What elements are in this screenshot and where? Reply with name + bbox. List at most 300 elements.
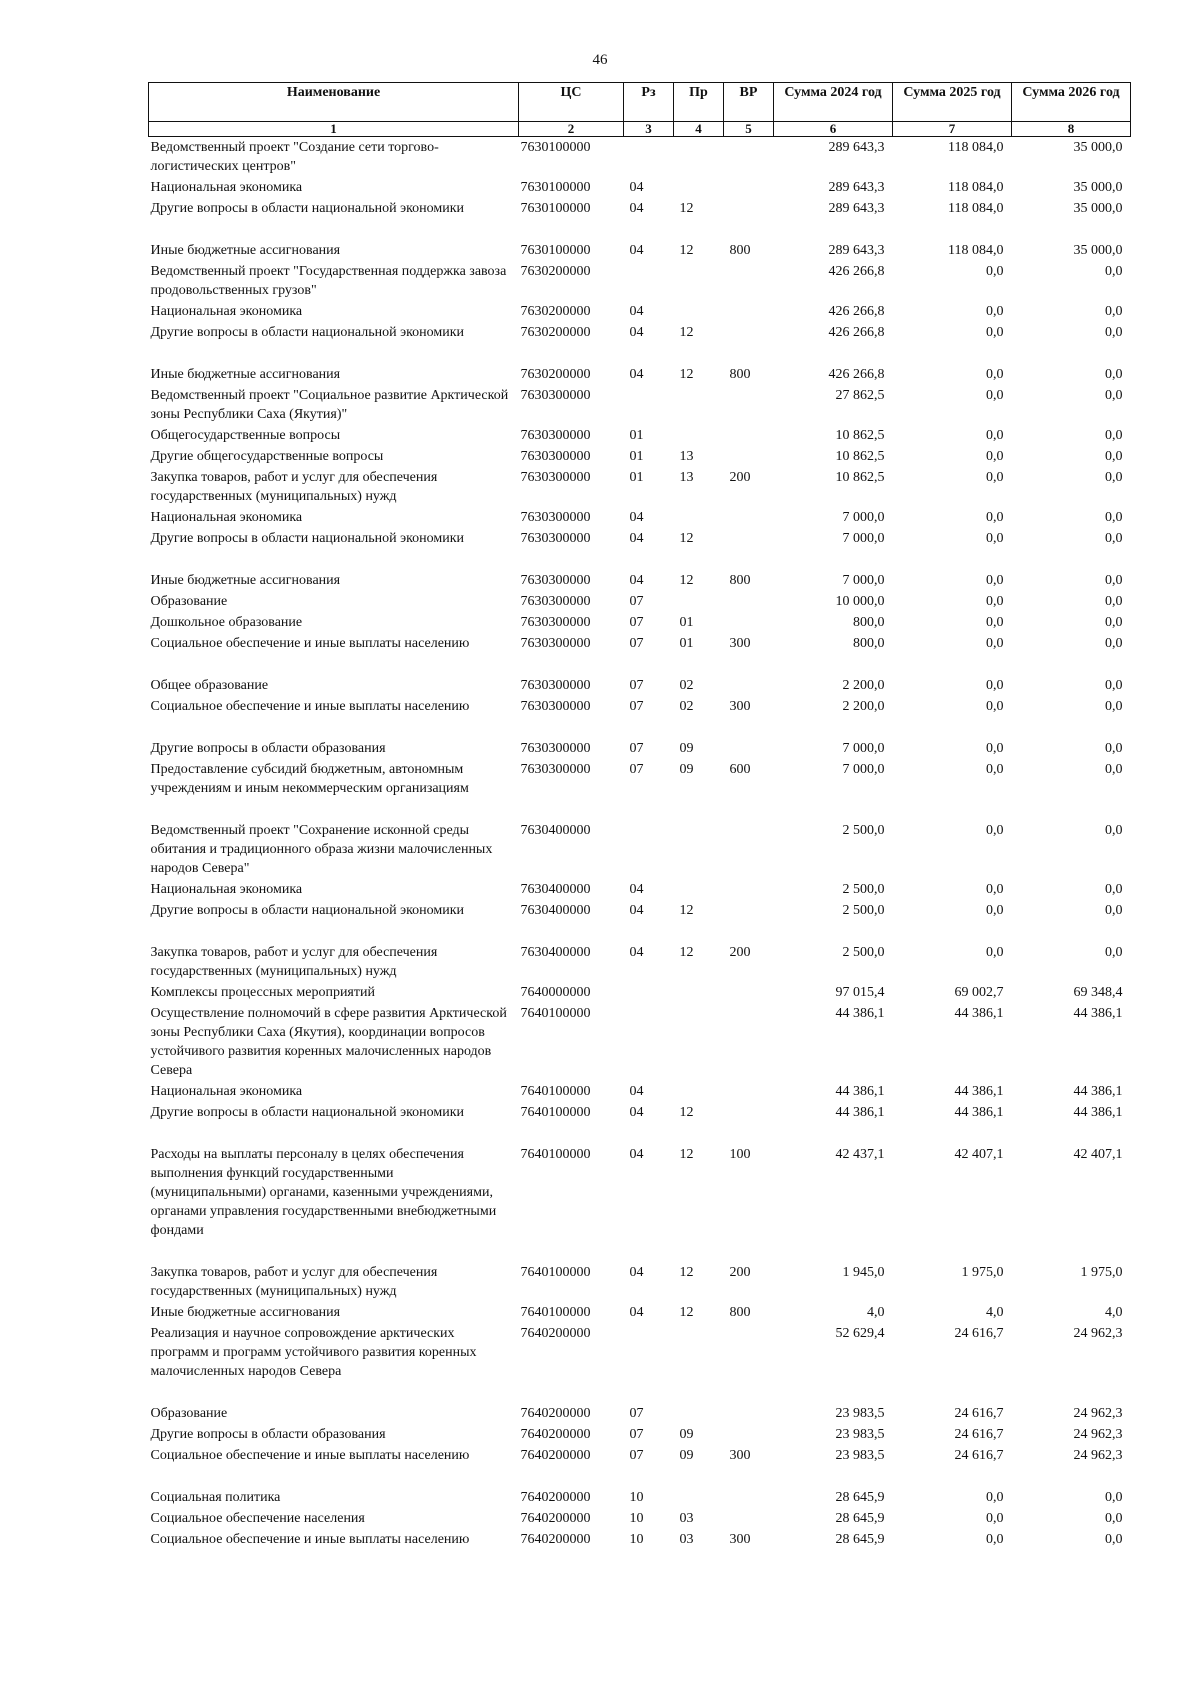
row-sum-2026: 44 386,1 (1073, 1105, 1123, 1120)
page-number: 46 (592, 52, 608, 68)
table-row (149, 322, 1131, 343)
row-sum-2024: 44 386,1 (835, 1006, 885, 1021)
row-sum-2025: 0,0 (986, 594, 1004, 609)
table-row (149, 177, 1131, 198)
row-sum-2024: 7 000,0 (842, 573, 885, 588)
row-sum-2024: 289 643,3 (828, 201, 885, 216)
row-name: Национальная экономика (150, 882, 303, 897)
col-number: 1 (149, 122, 519, 137)
row-sum-2026: 69 348,4 (1073, 985, 1123, 1000)
row-name: Другие вопросы в области национальной экономики (150, 201, 465, 216)
row-sum-2025: 0,0 (986, 762, 1004, 777)
table-row (149, 591, 1131, 612)
table-row (149, 570, 1131, 591)
row-name: Национальная экономика (150, 1084, 303, 1099)
row-spacer-cell (149, 549, 1131, 570)
row-pr: 12 (679, 531, 694, 546)
table-row (149, 261, 1131, 301)
row-sum-2026: 35 000,0 (1073, 180, 1123, 195)
row-pr (674, 1081, 724, 1102)
row-spacer (149, 1466, 1131, 1487)
row-sum-2026: 44 386,1 (1073, 1084, 1123, 1099)
row-cs: 7630300000 (520, 636, 591, 651)
row-rz: 04 (629, 1265, 644, 1280)
row-name: Закупка товаров, работ и услуг для обеспечения государственных (муниципальных) нужд (150, 470, 438, 504)
table-row (149, 696, 1131, 717)
row-cs: 7630400000 (520, 882, 591, 897)
row-vr (724, 900, 774, 921)
row-vr: 300 (729, 636, 751, 651)
budget-table-container (148, 82, 1130, 1550)
row-name: Закупка товаров, работ и услуг для обеспечения государственных (муниципальных) нужд (150, 1265, 438, 1299)
row-vr (724, 879, 774, 900)
row-sum-2024: 2 500,0 (842, 945, 885, 960)
row-name: Социальное обеспечение и иные выплаты населению (150, 1532, 470, 1547)
row-sum-2025: 0,0 (986, 699, 1004, 714)
row-sum-2025: 0,0 (986, 573, 1004, 588)
row-sum-2026: 24 962,3 (1073, 1326, 1123, 1341)
row-pr: 13 (679, 449, 694, 464)
row-name: Ведомственный проект "Сохранение исконной среды обитания и традиционного образа жизни малочисленных народов Севера" (150, 823, 493, 876)
row-cs: 7630200000 (520, 304, 591, 319)
row-pr: 09 (679, 1448, 694, 1463)
row-vr (724, 1323, 774, 1382)
row-vr: 800 (729, 367, 751, 382)
row-cs: 7630400000 (520, 903, 591, 918)
row-rz: 07 (629, 762, 644, 777)
row-cs: 7640100000 (520, 1084, 591, 1099)
row-name: Иные бюджетные ассигнования (150, 1305, 341, 1320)
row-sum-2024: 23 983,5 (835, 1427, 885, 1442)
row-vr (724, 591, 774, 612)
row-sum-2025: 44 386,1 (954, 1006, 1004, 1021)
row-spacer (149, 343, 1131, 364)
row-name: Национальная экономика (150, 180, 303, 195)
row-sum-2024: 800,0 (853, 636, 885, 651)
table-row (149, 633, 1131, 654)
row-sum-2025: 44 386,1 (954, 1105, 1004, 1120)
row-cs: 7630400000 (520, 823, 591, 838)
table-row (149, 675, 1131, 696)
row-rz: 07 (629, 1406, 644, 1421)
row-sum-2026: 0,0 (1105, 304, 1123, 319)
row-spacer-cell (149, 1466, 1131, 1487)
row-vr (724, 1102, 774, 1123)
row-name: Социальная политика (150, 1490, 281, 1505)
row-rz: 04 (629, 325, 644, 340)
row-name: Осуществление полномочий в сфере развития Арктической зоны Республики Саха (Якутия), координации вопросов устойчивого развития коренных малочисленных народов Севера (150, 1006, 507, 1078)
table-row (149, 240, 1131, 261)
row-rz: 07 (629, 615, 644, 630)
row-sum-2025: 24 616,7 (954, 1427, 1004, 1442)
row-sum-2024: 52 629,4 (835, 1326, 885, 1341)
row-rz: 01 (629, 449, 644, 464)
row-sum-2026: 44 386,1 (1073, 1006, 1123, 1021)
row-sum-2025: 0,0 (986, 1490, 1004, 1505)
row-sum-2025: 0,0 (986, 1511, 1004, 1526)
table-row (149, 1403, 1131, 1424)
row-pr: 12 (679, 1105, 694, 1120)
row-sum-2026: 35 000,0 (1073, 140, 1123, 155)
row-vr (724, 528, 774, 549)
table-row (149, 982, 1131, 1003)
table-row (149, 1262, 1131, 1302)
row-spacer (149, 799, 1131, 820)
row-sum-2025: 24 616,7 (954, 1448, 1004, 1463)
row-spacer-cell (149, 219, 1131, 240)
row-sum-2026: 1 975,0 (1080, 1265, 1123, 1280)
row-sum-2025: 118 084,0 (948, 243, 1004, 258)
header-cs: ЦС (519, 83, 624, 122)
row-vr: 200 (729, 945, 751, 960)
row-name: Общее образование (150, 678, 269, 693)
row-sum-2026: 0,0 (1105, 903, 1123, 918)
row-vr (724, 507, 774, 528)
table-body (149, 137, 1131, 1551)
row-sum-2024: 800,0 (853, 615, 885, 630)
row-sum-2025: 0,0 (986, 823, 1004, 838)
row-name: Общегосударственные вопросы (150, 428, 341, 443)
row-rz: 04 (629, 531, 644, 546)
row-name: Закупка товаров, работ и услуг для обеспечения государственных (муниципальных) нужд (150, 945, 438, 979)
col-number: 2 (519, 122, 624, 137)
row-vr (724, 982, 774, 1003)
row-pr: 12 (679, 573, 694, 588)
row-rz: 01 (629, 428, 644, 443)
row-rz: 04 (629, 510, 644, 525)
row-vr: 600 (729, 762, 751, 777)
row-pr: 12 (679, 945, 694, 960)
row-sum-2025: 1 975,0 (961, 1265, 1004, 1280)
row-rz: 07 (629, 678, 644, 693)
row-sum-2026: 0,0 (1105, 264, 1123, 279)
row-cs: 7630300000 (520, 510, 591, 525)
row-vr (724, 322, 774, 343)
row-name: Ведомственный проект "Социальное развитие Арктической зоны Республики Саха (Якутия)" (150, 388, 509, 422)
row-vr: 300 (729, 1448, 751, 1463)
row-sum-2026: 0,0 (1105, 741, 1123, 756)
row-sum-2024: 4,0 (867, 1305, 885, 1320)
row-pr: 12 (679, 1147, 694, 1162)
row-cs: 7630300000 (520, 428, 591, 443)
row-vr: 800 (729, 243, 751, 258)
row-sum-2026: 0,0 (1105, 636, 1123, 651)
row-rz: 04 (629, 304, 644, 319)
row-vr (724, 1487, 774, 1508)
row-cs: 7630100000 (520, 180, 591, 195)
row-cs: 7630300000 (520, 388, 591, 403)
row-vr (724, 820, 774, 879)
row-spacer (149, 1382, 1131, 1403)
row-sum-2024: 97 015,4 (835, 985, 885, 1000)
row-name: Образование (150, 594, 228, 609)
row-cs: 7640200000 (520, 1406, 591, 1421)
row-sum-2025: 0,0 (986, 325, 1004, 340)
row-vr (724, 198, 774, 219)
row-cs: 7640200000 (520, 1448, 591, 1463)
row-pr: 09 (679, 1427, 694, 1442)
row-sum-2024: 2 200,0 (842, 678, 885, 693)
col-number: 6 (774, 122, 893, 137)
row-spacer (149, 549, 1131, 570)
header-pr: Пр (674, 83, 724, 122)
row-cs: 7630100000 (520, 140, 591, 155)
table-row (149, 1445, 1131, 1466)
header-name: Наименование (149, 83, 519, 122)
row-spacer-cell (149, 1241, 1131, 1262)
row-name: Ведомственный проект "Государственная поддержка завоза продовольственных грузов" (150, 264, 507, 298)
row-sum-2024: 7 000,0 (842, 762, 885, 777)
row-name: Другие вопросы в области национальной экономики (150, 531, 465, 546)
row-sum-2024: 426 266,8 (828, 264, 885, 279)
row-cs: 7640100000 (520, 1147, 591, 1162)
row-sum-2025: 0,0 (986, 388, 1004, 403)
row-sum-2024: 23 983,5 (835, 1406, 885, 1421)
table-row (149, 1003, 1131, 1081)
row-spacer-cell (149, 1382, 1131, 1403)
row-sum-2026: 0,0 (1105, 531, 1123, 546)
row-sum-2026: 0,0 (1105, 1532, 1123, 1547)
row-sum-2026: 0,0 (1105, 823, 1123, 838)
row-vr (724, 1424, 774, 1445)
row-name: Другие вопросы в области образования (150, 1427, 386, 1442)
table-row (149, 879, 1131, 900)
row-sum-2026: 0,0 (1105, 388, 1123, 403)
row-vr: 300 (729, 1532, 751, 1547)
row-name: Национальная экономика (150, 510, 303, 525)
row-sum-2026: 4,0 (1105, 1305, 1123, 1320)
row-pr: 01 (679, 615, 694, 630)
col-number: 4 (674, 122, 724, 137)
row-cs: 7630200000 (520, 325, 591, 340)
row-sum-2024: 28 645,9 (835, 1532, 885, 1547)
row-rz: 04 (629, 903, 644, 918)
row-sum-2026: 0,0 (1105, 615, 1123, 630)
row-cs: 7630300000 (520, 762, 591, 777)
row-sum-2025: 0,0 (986, 510, 1004, 525)
row-sum-2024: 10 862,5 (835, 449, 885, 464)
row-sum-2025: 0,0 (986, 531, 1004, 546)
row-pr (674, 385, 724, 425)
header-sum-2025: Сумма 2025 год (893, 83, 1012, 122)
row-sum-2024: 10 862,5 (835, 470, 885, 485)
row-cs: 7640200000 (520, 1511, 591, 1526)
row-spacer (149, 654, 1131, 675)
row-sum-2024: 2 200,0 (842, 699, 885, 714)
row-sum-2025: 0,0 (986, 428, 1004, 443)
row-pr: 03 (679, 1511, 694, 1526)
row-cs: 7640200000 (520, 1326, 591, 1341)
row-rz: 10 (629, 1532, 644, 1547)
row-spacer (149, 717, 1131, 738)
row-rz: 04 (629, 573, 644, 588)
row-pr (674, 425, 724, 446)
row-sum-2025: 24 616,7 (954, 1326, 1004, 1341)
row-rz: 07 (629, 1427, 644, 1442)
table-row (149, 507, 1131, 528)
row-vr: 200 (729, 1265, 751, 1280)
row-pr: 02 (679, 678, 694, 693)
row-vr (724, 385, 774, 425)
row-sum-2026: 24 962,3 (1073, 1448, 1123, 1463)
row-vr (724, 1081, 774, 1102)
row-rz: 07 (629, 636, 644, 651)
row-cs: 7640000000 (520, 985, 591, 1000)
row-vr (724, 1003, 774, 1081)
header-vr: ВР (724, 83, 774, 122)
table-row (149, 1424, 1131, 1445)
table-row (149, 528, 1131, 549)
row-sum-2025: 0,0 (986, 449, 1004, 464)
row-rz (624, 261, 674, 301)
row-sum-2024: 27 862,5 (835, 388, 885, 403)
row-rz: 04 (629, 1147, 644, 1162)
row-sum-2026: 0,0 (1105, 762, 1123, 777)
row-name: Другие вопросы в области образования (150, 741, 386, 756)
row-sum-2026: 35 000,0 (1073, 201, 1123, 216)
row-pr (674, 1487, 724, 1508)
row-sum-2025: 0,0 (986, 470, 1004, 485)
row-rz: 04 (629, 367, 644, 382)
row-pr (674, 507, 724, 528)
row-cs: 7630200000 (520, 264, 591, 279)
table-row (149, 738, 1131, 759)
table-row (149, 1302, 1131, 1323)
row-rz: 07 (629, 594, 644, 609)
row-sum-2026: 42 407,1 (1073, 1147, 1123, 1162)
row-pr: 02 (679, 699, 694, 714)
row-cs: 7630300000 (520, 678, 591, 693)
table-row (149, 301, 1131, 322)
row-sum-2024: 10 000,0 (835, 594, 885, 609)
row-spacer-cell (149, 921, 1131, 942)
row-name: Другие вопросы в области национальной экономики (150, 1105, 465, 1120)
row-cs: 7630400000 (520, 945, 591, 960)
row-spacer (149, 1123, 1131, 1144)
header-sum-2024: Сумма 2024 год (774, 83, 893, 122)
row-rz: 04 (629, 1305, 644, 1320)
row-cs: 7640200000 (520, 1427, 591, 1442)
row-vr (724, 425, 774, 446)
table-row (149, 1529, 1131, 1550)
row-rz: 04 (629, 1105, 644, 1120)
row-vr (724, 177, 774, 198)
row-sum-2024: 289 643,3 (828, 140, 885, 155)
row-name: Другие вопросы в области национальной экономики (150, 903, 465, 918)
table-row (149, 942, 1131, 982)
row-sum-2025: 0,0 (986, 678, 1004, 693)
row-sum-2025: 118 084,0 (948, 140, 1004, 155)
table-row (149, 364, 1131, 385)
row-cs: 7630100000 (520, 201, 591, 216)
row-pr (674, 301, 724, 322)
row-name: Другие вопросы в области национальной экономики (150, 325, 465, 340)
row-sum-2026: 0,0 (1105, 678, 1123, 693)
row-name: Социальное обеспечение и иные выплаты населению (150, 1448, 470, 1463)
row-sum-2026: 0,0 (1105, 367, 1123, 382)
row-cs: 7640100000 (520, 1006, 591, 1021)
row-sum-2025: 69 002,7 (954, 985, 1004, 1000)
row-pr: 01 (679, 636, 694, 651)
row-sum-2026: 0,0 (1105, 573, 1123, 588)
table-row (149, 425, 1131, 446)
row-cs: 7640200000 (520, 1490, 591, 1505)
row-rz: 01 (629, 470, 644, 485)
row-spacer-cell (149, 654, 1131, 675)
row-sum-2024: 2 500,0 (842, 903, 885, 918)
row-vr: 800 (729, 1305, 751, 1320)
row-name: Расходы на выплаты персоналу в целях обеспечения выполнения функций государственными (муниципальными) органами, казенными учреждениями, органами управления государственными внебюджетными фондами (150, 1147, 497, 1238)
row-pr (674, 1323, 724, 1382)
col-number: 7 (893, 122, 1012, 137)
row-sum-2025: 0,0 (986, 741, 1004, 756)
row-pr: 12 (679, 243, 694, 258)
row-sum-2026: 24 962,3 (1073, 1406, 1123, 1421)
row-rz (624, 1003, 674, 1081)
row-rz (624, 1323, 674, 1382)
row-pr: 12 (679, 903, 694, 918)
row-sum-2024: 426 266,8 (828, 367, 885, 382)
row-sum-2025: 0,0 (986, 882, 1004, 897)
row-sum-2026: 0,0 (1105, 470, 1123, 485)
col-number: 3 (624, 122, 674, 137)
row-cs: 7630200000 (520, 367, 591, 382)
row-sum-2024: 2 500,0 (842, 882, 885, 897)
row-cs: 7630300000 (520, 594, 591, 609)
row-name: Социальное обеспечение населения (150, 1511, 365, 1526)
row-pr: 12 (679, 325, 694, 340)
table-row (149, 1081, 1131, 1102)
row-spacer (149, 1241, 1131, 1262)
row-sum-2025: 24 616,7 (954, 1406, 1004, 1421)
row-spacer (149, 921, 1131, 942)
row-name: Комплексы процессных мероприятий (150, 985, 375, 1000)
row-vr (724, 301, 774, 322)
row-pr: 09 (679, 762, 694, 777)
table-row (149, 198, 1131, 219)
table-row (149, 759, 1131, 799)
row-vr (724, 261, 774, 301)
row-pr: 12 (679, 1265, 694, 1280)
row-rz (624, 820, 674, 879)
table-row (149, 1487, 1131, 1508)
row-sum-2026: 0,0 (1105, 325, 1123, 340)
row-sum-2024: 42 437,1 (835, 1147, 885, 1162)
row-pr (674, 1403, 724, 1424)
row-rz: 04 (629, 1084, 644, 1099)
row-cs: 7630300000 (520, 449, 591, 464)
row-name: Образование (150, 1406, 228, 1421)
row-rz: 04 (629, 180, 644, 195)
row-name: Ведомственный проект "Создание сети торгово-логистических центров" (150, 140, 439, 174)
row-pr: 12 (679, 367, 694, 382)
row-vr (724, 446, 774, 467)
row-rz: 07 (629, 741, 644, 756)
row-name: Предоставление субсидий бюджетным, автономным учреждениям и иным некоммерческим организациям (150, 762, 469, 796)
row-pr: 09 (679, 741, 694, 756)
row-sum-2025: 0,0 (986, 615, 1004, 630)
row-spacer-cell (149, 1123, 1131, 1144)
row-sum-2026: 0,0 (1105, 1511, 1123, 1526)
row-sum-2025: 0,0 (986, 903, 1004, 918)
table-row (149, 1102, 1131, 1123)
table-row (149, 1323, 1131, 1382)
table-row (149, 900, 1131, 921)
row-sum-2025: 0,0 (986, 304, 1004, 319)
row-sum-2025: 0,0 (986, 264, 1004, 279)
row-pr (674, 1003, 724, 1081)
table-row (149, 467, 1131, 507)
